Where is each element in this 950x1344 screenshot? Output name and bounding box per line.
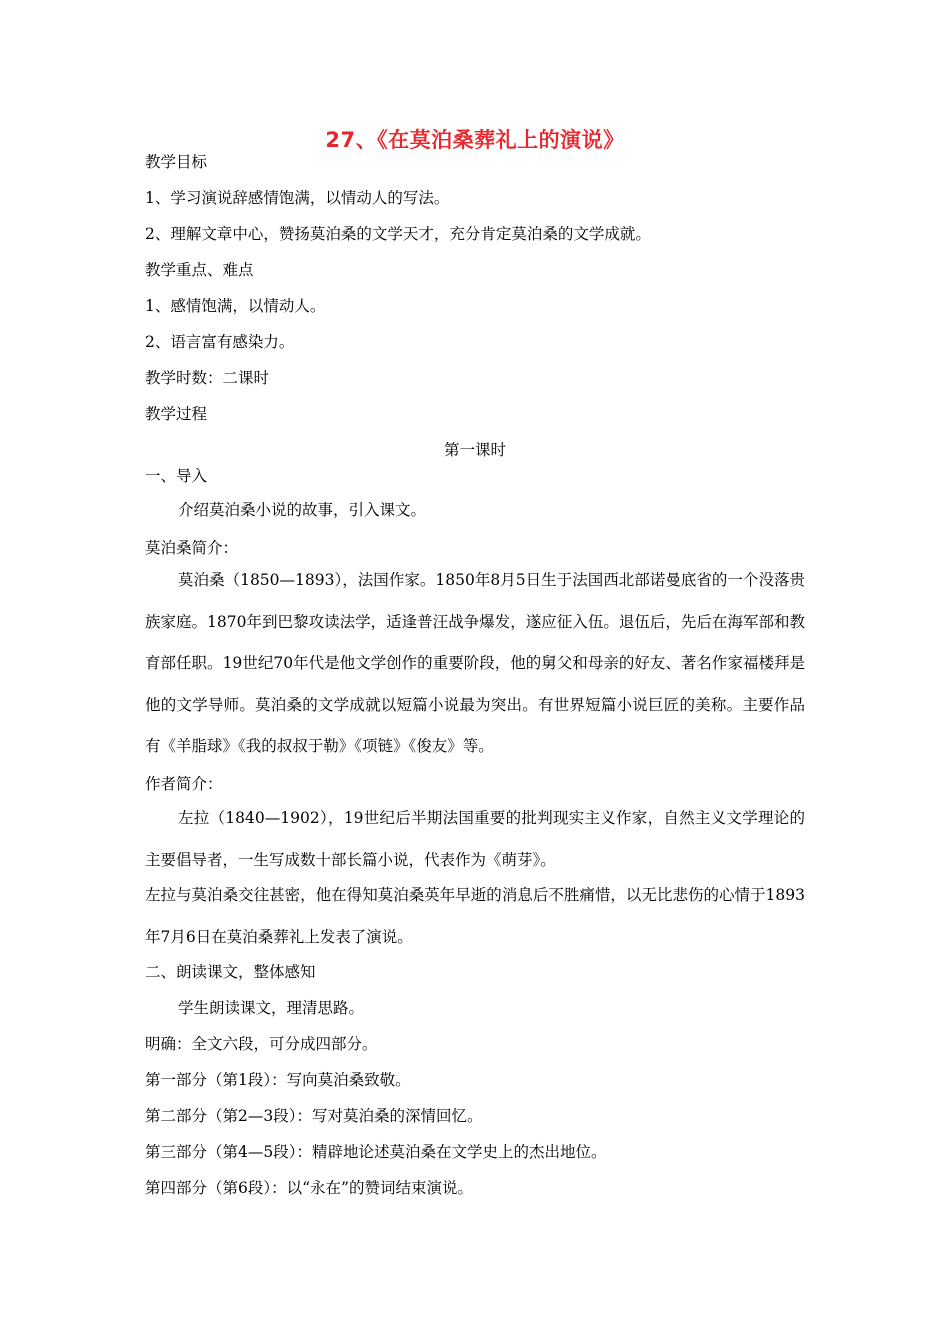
section-2-heading: 二、朗读课文，整体感知: [145, 963, 316, 981]
maupassant-heading: 莫泊桑简介：: [145, 539, 239, 557]
goal-item-1: 1、学习演说辞感情饱满，以情动人的写法。: [145, 189, 450, 207]
heading-teaching-goals: 教学目标: [145, 153, 208, 171]
part-2: 第二部分（第2—3段）：写对莫泊桑的深情回忆。: [145, 1107, 483, 1125]
heading-key-points: 教学重点、难点: [145, 261, 254, 279]
section-1-heading: 一、导入: [145, 467, 208, 485]
lesson-1-heading: 第一课时: [443, 441, 506, 459]
maupassant-paragraph: 莫泊桑（1850—1893），法国作家。1850年8月5日生于法国西北部诺曼底省的一个没落贵族家庭。1870年到巴黎攻读法学，适逢普汪战争爆发，遂应征入伍。退伍后，先后在海军部和教育部任职。19世纪70年代是他文学创作的重要阶段，他的舅父和母亲的好友、著名作家福楼拜是他的文学导师。莫泊桑的文学成就以短篇小说最为突出。有世界短篇小说巨匠的美称。主要作品有《羊脂球》《我的叔叔于勒》《项链》《俊友》等。: [145, 571, 805, 755]
relation-paragraph: 左拉与莫泊桑交往甚密，他在得知莫泊桑英年早逝的消息后不胜痛惜，以无比悲伤的心情于1893年7月6日在莫泊桑葬礼上发表了演说。: [145, 886, 805, 946]
heading-teaching-process: 教学过程: [145, 405, 208, 423]
goal-item-2: 2、理解文章中心，赞扬莫泊桑的文学天才，充分肯定莫泊桑的文学成就。: [145, 225, 651, 243]
part-4: 第四部分（第6段）：以“永在”的赞词结束演说。: [145, 1179, 473, 1197]
teaching-hours: 教学时数：二课时: [145, 369, 270, 387]
part-1: 第一部分（第1段）：写向莫泊桑致敬。: [145, 1071, 411, 1089]
key-item-2: 2、语言富有感染力。: [145, 333, 295, 351]
key-item-1: 1、感情饱满，以情动人。: [145, 297, 326, 315]
author-heading: 作者简介：: [145, 775, 223, 793]
intro-text: 介绍莫泊桑小说的故事，引入课文。: [178, 501, 427, 519]
clarify-text: 明确：全文六段，可分成四部分。: [145, 1035, 378, 1053]
document-title: 27、《在莫泊桑葬礼上的演说》: [325, 128, 625, 152]
read-text: 学生朗读课文，理清思路。: [178, 999, 365, 1017]
part-3: 第三部分（第4—5段）：精辟地论述莫泊桑在文学史上的杰出地位。: [145, 1143, 607, 1161]
author-paragraph: 左拉（1840—1902），19世纪后半期法国重要的批判现实主义作家，自然主义文学理论的主要倡导者，一生写成数十部长篇小说，代表作为《萌芽》。: [145, 809, 805, 869]
